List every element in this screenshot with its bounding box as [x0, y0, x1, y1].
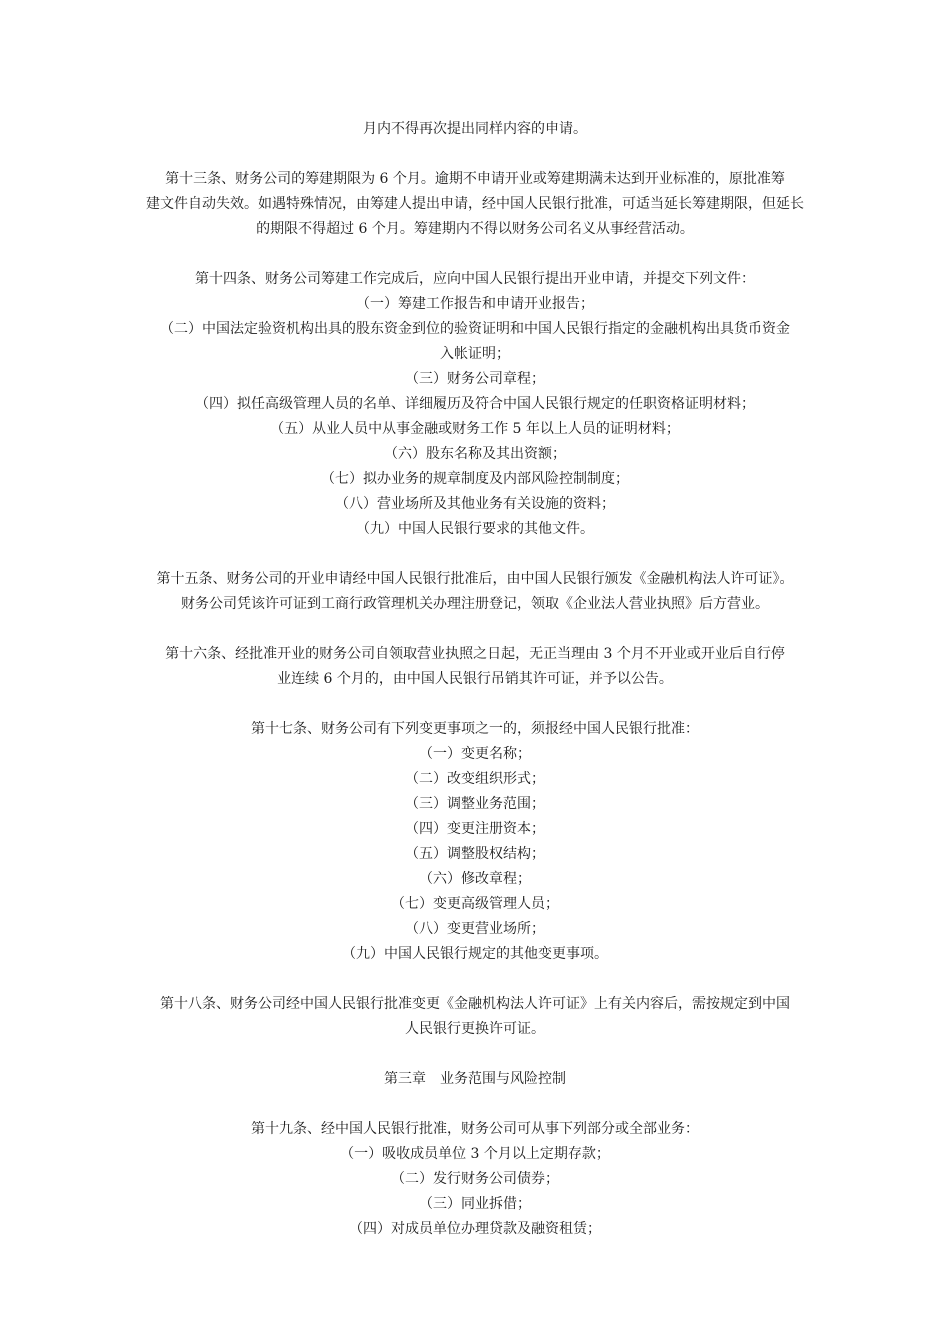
- text-line: （一）吸收成员单位 3 个月以上定期存款；: [340, 1146, 610, 1162]
- paragraph-gap: [0, 1092, 950, 1117]
- text-line: 第十三条、财务公司的筹建期限为 6 个月。逾期不申请开业或筹建期满未达到开业标准的，原批准筹: [165, 171, 785, 187]
- text-line: （九）中国人民银行规定的其他变更事项。: [342, 946, 608, 962]
- text-line: 财务公司凭该许可证到工商行政管理机关办理注册登记，领取《企业法人营业执照》后方营业。: [181, 596, 769, 612]
- text-line: 第十六条、经批准开业的财务公司自领取营业执照之日起，无正当理由 3 个月不开业或开业后自行停: [165, 646, 785, 662]
- text-line: 第十五条、财务公司的开业申请经中国人民银行批准后，由中国人民银行颁发《金融机构法人许可证》。: [156, 571, 794, 587]
- text-line: （五）调整股权结构；: [405, 846, 545, 862]
- text-line: （六）修改章程；: [419, 871, 531, 887]
- text-line: （二）发行财务公司债券；: [391, 1171, 559, 1187]
- text-line: 第十八条、财务公司经中国人民银行批准变更《金融机构法人许可证》上有关内容后，需按规定到中国: [160, 996, 790, 1012]
- text-line: （九）中国人民银行要求的其他文件。: [356, 521, 594, 537]
- text-line: （三）财务公司章程；: [405, 371, 545, 387]
- paragraph-gap: [0, 142, 950, 167]
- text-line: （六）股东名称及其出资额；: [384, 446, 566, 462]
- text-line: （八）营业场所及其他业务有关设施的资料；: [335, 496, 615, 512]
- paragraph-gap: [0, 542, 950, 567]
- paragraph-gap: [0, 242, 950, 267]
- text-line: 第三章 业务范围与风险控制: [384, 1071, 566, 1087]
- text-line: （三）同业拆借；: [419, 1196, 531, 1212]
- text-line: （一）筹建工作报告和申请开业报告；: [356, 296, 594, 312]
- text-line: 第十四条、财务公司筹建工作完成后，应向中国人民银行提出开业申请，并提交下列文件：: [195, 271, 755, 287]
- text-line: 的期限不得超过 6 个月。筹建期内不得以财务公司名义从事经营活动。: [256, 221, 694, 237]
- text-line: 人民银行更换许可证。: [405, 1021, 545, 1037]
- paragraph-gap: [0, 967, 950, 992]
- document-body: [0, 117, 950, 1242]
- text-line: （五）从业人员中从事金融或财务工作 5 年以上人员的证明材料；: [270, 421, 680, 437]
- text-line: 业连续 6 个月的，由中国人民银行吊销其许可证，并予以公告。: [277, 671, 673, 687]
- text-line: （七）变更高级管理人员；: [391, 896, 559, 912]
- paragraph-gap: [0, 692, 950, 717]
- text-line: （四）拟任高级管理人员的名单、详细履历及符合中国人民银行规定的任职资格证明材料；: [195, 396, 755, 412]
- text-line: （八）变更营业场所；: [405, 921, 545, 937]
- text-line: 第十九条、经中国人民银行批准，财务公司可从事下列部分或全部业务：: [251, 1121, 699, 1137]
- text-line: （一）变更名称；: [419, 746, 531, 762]
- paragraph-gap: [0, 617, 950, 642]
- text-line: （七）拟办业务的规章制度及内部风险控制制度；: [321, 471, 629, 487]
- text-line: （三）调整业务范围；: [405, 796, 545, 812]
- text-line: （四）对成员单位办理贷款及融资租赁；: [349, 1221, 601, 1237]
- text-line: （二）改变组织形式；: [405, 771, 545, 787]
- text-line: 月内不得再次提出同样内容的申请。: [363, 121, 587, 137]
- paragraph-gap: [0, 1042, 950, 1067]
- text-line: （二）中国法定验资机构出具的股东资金到位的验资证明和中国人民银行指定的金融机构出具货币资金: [160, 321, 790, 337]
- text-line: 建文件自动失效。如遇特殊情况，由筹建人提出申请，经中国人民银行批准，可适当延长筹建期限，但延长: [146, 196, 804, 212]
- text-line: 入帐证明；: [440, 346, 510, 362]
- text-line: 第十七条、财务公司有下列变更事项之一的，须报经中国人民银行批准：: [251, 721, 699, 737]
- text-line: （四）变更注册资本；: [405, 821, 545, 837]
